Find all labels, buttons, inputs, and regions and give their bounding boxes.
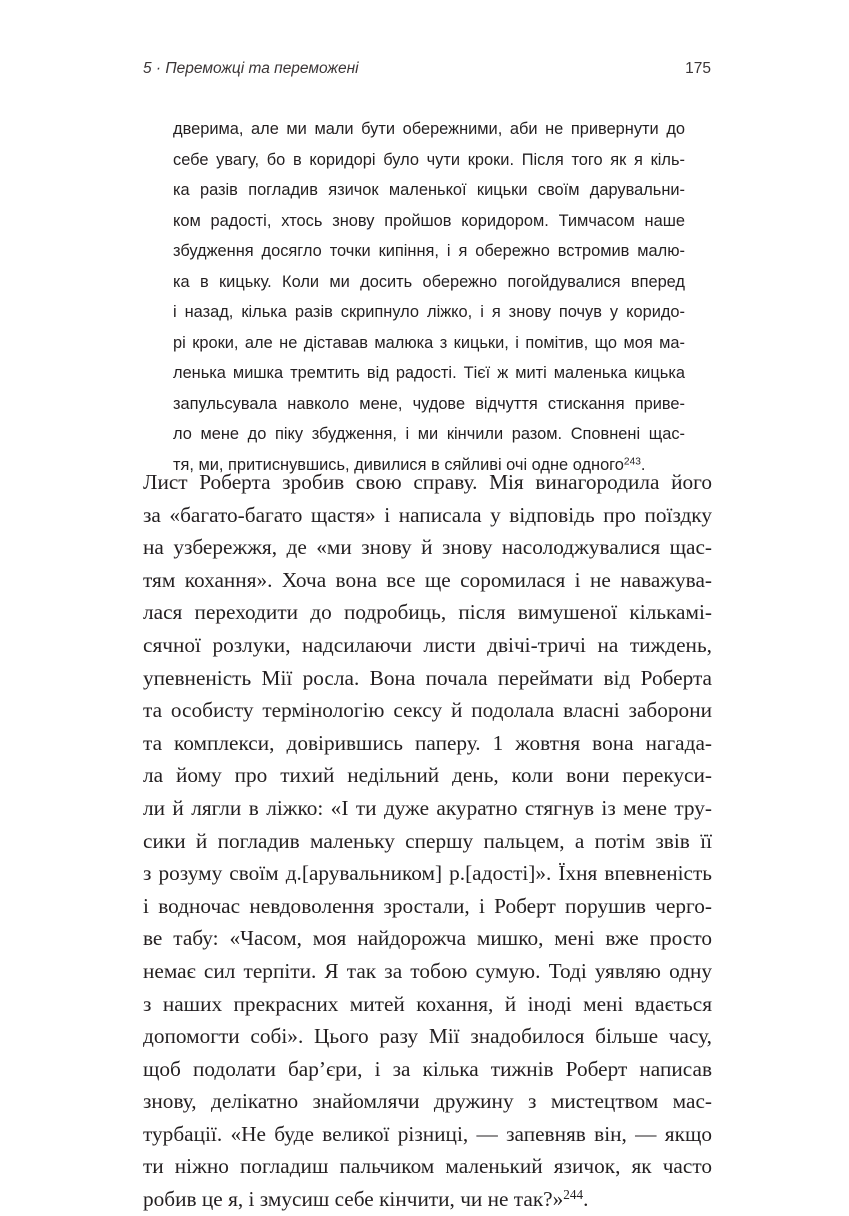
body-line: і водночас невдоволення зростали, і Роберт порушив черго- [143, 893, 712, 918]
quote-line: рі кроки, але не діставав малюка з кицьки, і помітив, що моя ма- [173, 333, 685, 352]
quote-end-punct: . [640, 455, 646, 474]
footnote-ref-244: 244 [563, 1186, 584, 1202]
quote-line: запульсувала навколо мене, чудове відчуття стискання приве- [173, 394, 685, 413]
body-line: ве табу: «Часом, моя найдорожча мишко, мені вже просто [143, 926, 712, 951]
body-line: сячної розлуки, надсилаючи листи двічі-тричі на тиждень, [143, 632, 712, 657]
quote-line: ка в кицьку. Коли ми досить обережно погойдувалися вперед [173, 272, 685, 291]
body-line: та комплекси, довірившись паперу. 1 жовтня вона нагада- [143, 730, 712, 755]
block-quote [173, 114, 685, 480]
body-line: ти ніжно погладиш пальчиком маленький язичок, як часто [143, 1154, 712, 1179]
body-line: знову, делікатно знайомлячи дружину з мистецтвом мас- [143, 1089, 712, 1114]
body-line: щоб подолати бар’єри, і за кілька тижнів Роберт написав [143, 1056, 712, 1081]
body-line: Лист Роберта зробив свою справу. Мія винагородила його [143, 470, 712, 494]
body-line: ли й лягли в ліжко: «І ти дуже акуратно стягнув із мене тру- [143, 795, 712, 820]
body-line: з розуму своїм д.[арувальником] р.[адості]». Їхня впевненість [143, 861, 712, 886]
body-line: упевненість Мії росла. Вона почала переймати від Роберта [143, 665, 712, 690]
quote-line: збудження досягло точки кипіння, і я обережно встромив малю- [173, 242, 685, 260]
chapter-title: 5 · Переможці та переможені [143, 60, 359, 77]
page-number: 175 [685, 60, 711, 77]
quote-line-text: тя, ми, притиснувшись, дивилися в сяйливі очі одне одного [173, 455, 624, 474]
body-line: лася переходити до подробиць, після вимушеної кількамі- [143, 600, 712, 625]
body-line: на узбережжя, де «ми знову й знову насолоджувалися щас- [143, 535, 712, 560]
body-line-text: робив це я, і змусиш себе кінчити, чи не так?» [143, 1187, 564, 1212]
body-line: сики й погладив маленьку спершу пальцем, а потім звів її [143, 828, 712, 853]
body-line: за «багато-багато щастя» і написала у відповідь про поїздку [143, 502, 712, 527]
body-end-punct: . [583, 1187, 589, 1212]
body-line: з наших прекрасних митей кохання, й іноді мені вдається [143, 991, 712, 1016]
body-line: та особисту термінологію сексу й подолала власні заборони [143, 698, 712, 723]
body-line: тям кохання». Хоча вона все ще соромилася і не наважува- [143, 567, 712, 592]
quote-line: дверима, але ми мали бути обережними, аби не привернути до [173, 120, 685, 138]
body-line: немає сил терпіти. Я так за тобою сумую. Тоді уявляю одну [143, 958, 712, 983]
quote-line: ло мене до піку збудження, і ми кінчили разом. Сповнені щас- [173, 425, 685, 443]
body-line: турбації. «Не буде великої різниці, — запевняв він, — якщо [143, 1121, 712, 1146]
body-line: допомогти собі». Цього разу Мії знадобилося більше часу, [143, 1024, 712, 1049]
quote-line: себе увагу, бо в коридорі було чути кроки. Після того як я кіль- [173, 150, 685, 169]
footnote-ref-243: 243 [623, 455, 641, 467]
quote-line: ка разів погладив язичок маленької кицьки своїм дарувальни- [173, 181, 685, 199]
body-last-line [143, 1183, 712, 1216]
body-paragraph [143, 466, 712, 1216]
quote-line: ком радості, хтось знову пройшов коридором. Тимчасом наше [173, 211, 685, 230]
running-head [143, 60, 711, 86]
quote-line: і назад, кілька разів скрипнуло ліжко, і я знову почув у коридо- [173, 303, 685, 321]
body-line: ла йому про тихий недільний день, коли вони перекуси- [143, 763, 712, 788]
quote-line: ленька мишка тремтить від радості. Тієї ж миті маленька кицька [173, 364, 685, 382]
